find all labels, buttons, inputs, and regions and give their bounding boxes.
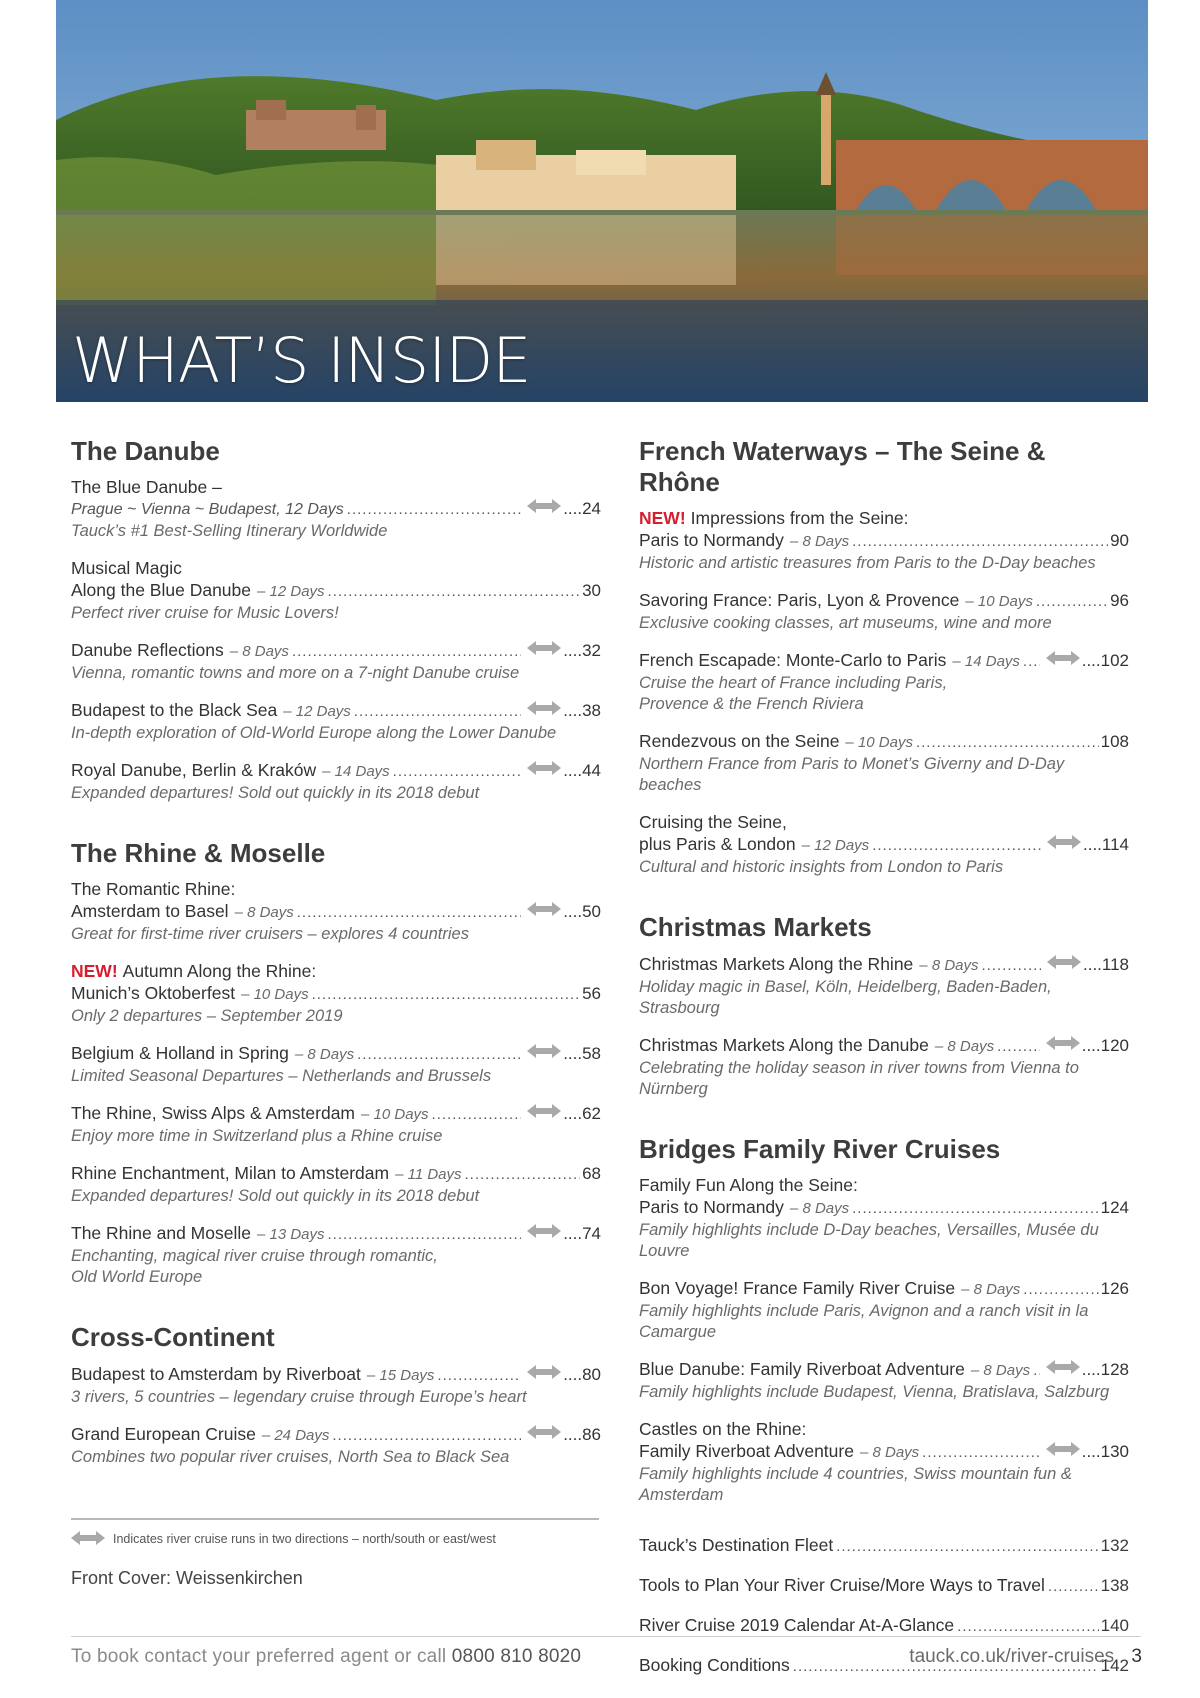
toc-entry[interactable]	[639, 649, 1129, 715]
toc-entry[interactable]	[639, 1174, 1129, 1262]
section-title: French Waterways – The Seine & Rhône	[639, 436, 1046, 498]
dot-leader	[328, 581, 581, 603]
dot-leader	[354, 701, 521, 723]
entry-description: Limited Seasonal Departures – Netherlands and Brussels	[71, 1067, 492, 1086]
two-way-arrow-icon	[527, 1365, 561, 1379]
entry-description: Vienna, romantic towns and more on a 7-night Danube cruise	[71, 664, 520, 683]
toc-section	[639, 912, 1129, 1099]
two-way-arrow-icon	[527, 1224, 561, 1238]
entry-duration: – 8 Days	[860, 1442, 919, 1464]
page-ref: 142	[1100, 1655, 1129, 1675]
entry-pre-title: The Blue Danube –	[71, 477, 222, 498]
entry-main-line	[71, 982, 601, 1006]
entry-main-line	[639, 1440, 1129, 1464]
entry-title: Paris to Normandy	[639, 530, 784, 551]
entry-duration: – 8 Days	[235, 902, 294, 924]
entry-description: Historic and artistic treasures from Paris to the D-Day beaches	[639, 554, 1096, 573]
entry-description: Family highlights include D-Day beaches, Versailles, Musée du	[639, 1220, 1099, 1239]
entry-description: Cruise the heart of France including Paris,	[639, 674, 948, 693]
entry-duration: – 11 Days	[395, 1164, 461, 1186]
entry-description: Expanded departures! Sold out quickly in its 2018 debut	[71, 1187, 480, 1206]
entry-title: Blue Danube: Family Riverboat Adventure	[639, 1358, 965, 1379]
entry-pre-title: Impressions from the Seine:	[690, 508, 909, 529]
entry-main-line	[639, 1196, 1129, 1220]
entry-main-line	[71, 1222, 601, 1246]
dot-leader	[1023, 651, 1040, 673]
toc-section	[71, 436, 601, 804]
entry-description: Only 2 departures – September 2019	[71, 1007, 343, 1026]
new-badge: NEW!	[639, 508, 686, 529]
entry-description: Exclusive cooking classes, art museums, wine and more	[639, 614, 1052, 633]
entry-title: Bon Voyage! France Family River Cruise	[639, 1277, 956, 1298]
entry-duration: – 15 Days	[367, 1365, 435, 1387]
two-way-arrow-icon	[1046, 651, 1080, 665]
dot-leader	[347, 499, 521, 521]
dot-leader	[357, 1044, 521, 1066]
entry-title: Amsterdam to Basel	[71, 901, 229, 922]
entry-description: Family highlights include Budapest, Vienna, Bratislava, Salzburg	[639, 1382, 1110, 1401]
toc-entry[interactable]	[639, 811, 1129, 878]
toc-entry[interactable]	[639, 953, 1129, 1019]
entry-duration: – 10 Days	[965, 591, 1033, 613]
entry-duration: – 8 Days	[790, 531, 849, 553]
entry-title: Savoring France: Paris, Lyon & Provence	[639, 590, 960, 611]
entry-description: Expanded departures! Sold out quickly in its 2018 debut	[71, 784, 480, 803]
entry-description: Louvre	[639, 1241, 690, 1260]
entry-duration: – 13 Days	[257, 1224, 325, 1246]
entry-main-line	[639, 589, 1129, 613]
new-badge: NEW!	[71, 961, 118, 982]
page-ref: ....24	[563, 499, 601, 519]
entry-duration: – 8 Days	[230, 641, 289, 663]
entry-description: Enjoy more time in Switzerland plus a Rhine cruise	[71, 1127, 443, 1146]
dot-leader	[1048, 1576, 1099, 1598]
page-ref: 132	[1100, 1535, 1129, 1555]
entry-title: Budapest to Amsterdam by Riverboat	[71, 1363, 361, 1384]
contact-text: To book contact your preferred agent or call	[71, 1646, 447, 1667]
extra-title: Booking Conditions	[639, 1654, 790, 1675]
entry-duration: – 8 Days	[919, 955, 978, 977]
toc-entry[interactable]	[71, 1363, 601, 1408]
entry-pre-title: Cruising the Seine,	[639, 812, 787, 833]
entry-duration: – 10 Days	[361, 1104, 429, 1126]
dot-leader	[836, 1536, 1098, 1558]
page-ref: ....102	[1081, 651, 1129, 671]
entry-main-line	[639, 529, 1129, 553]
entry-title: Family Riverboat Adventure	[639, 1440, 854, 1461]
page-ref: ....38	[563, 701, 601, 721]
page-ref: ....114	[1083, 835, 1129, 855]
entry-description: Enchanting, magical river cruise through romantic,	[71, 1247, 438, 1266]
page-ref: 108	[1100, 732, 1129, 752]
dot-leader	[328, 1224, 522, 1246]
entry-pre-line	[71, 557, 601, 579]
entry-main-line	[71, 699, 601, 723]
entry-main-line	[71, 1423, 601, 1447]
footer-url-block	[909, 1646, 1142, 1668]
section-title: The Danube	[71, 436, 220, 466]
section-title: Bridges Family River Cruises	[639, 1133, 1001, 1164]
entry-description: Family highlights include Paris, Avignon and a ranch visit in la	[639, 1301, 1089, 1320]
footer-contact	[71, 1646, 581, 1668]
page-ref: ....62	[563, 1104, 601, 1124]
page-ref: 96	[1110, 591, 1129, 611]
page-ref: 138	[1100, 1575, 1129, 1595]
entry-description: Family highlights include 4 countries, Swiss mountain fun & Amsterdam	[639, 1464, 1072, 1504]
two-way-arrow-icon	[71, 1531, 105, 1545]
two-way-arrow-icon	[527, 761, 561, 775]
dot-leader	[393, 761, 522, 783]
page-ref: 126	[1100, 1278, 1129, 1298]
entry-title: The Rhine and Moselle	[71, 1223, 251, 1244]
dot-leader	[432, 1104, 522, 1126]
entry-title: Munich’s Oktoberfest	[71, 983, 236, 1004]
entry-duration: – 12 Days	[257, 581, 325, 603]
page-ref: ....44	[563, 761, 601, 781]
two-way-arrow-icon	[527, 1104, 561, 1118]
entry-duration: – 8 Days	[935, 1036, 994, 1058]
toc-extra-item[interactable]	[639, 1534, 1129, 1558]
entry-title: Christmas Markets Along the Danube	[639, 1034, 929, 1055]
toc-entry[interactable]	[71, 1423, 601, 1468]
page-ref: ....130	[1081, 1441, 1129, 1461]
page-number: 3	[1131, 1646, 1142, 1667]
entry-pre-title: Castles on the Rhine:	[639, 1418, 807, 1439]
legend-text: Indicates river cruise runs in two directions – north/south or east/west	[113, 1532, 496, 1546]
page-ref: ....80	[563, 1364, 601, 1384]
entry-pre-line	[71, 960, 601, 982]
entry-duration: – 10 Days	[241, 984, 309, 1006]
entry-duration: – 14 Days	[952, 651, 1020, 673]
dot-leader	[1036, 591, 1108, 613]
entry-main-line	[71, 639, 601, 663]
entry-pre-title: Autumn Along the Rhine:	[122, 961, 317, 982]
dot-leader	[292, 641, 521, 663]
entry-main-line	[639, 1034, 1129, 1058]
entry-description: In-depth exploration of Old-World Europe along the Lower Danube	[71, 724, 557, 743]
page-ref: ....58	[563, 1044, 601, 1064]
entry-duration: – 12 Days	[802, 835, 870, 857]
entry-title: Rhine Enchantment, Milan to Amsterdam	[71, 1163, 390, 1184]
entry-title: Rendezvous on the Seine	[639, 731, 840, 752]
dot-leader	[982, 955, 1042, 977]
entry-main-line	[71, 498, 601, 521]
toc-extra-item[interactable]	[639, 1574, 1129, 1598]
two-way-arrow-icon	[527, 499, 561, 513]
front-cover-caption: Front Cover: Weissenkirchen	[71, 1568, 303, 1588]
footer-divider	[71, 1636, 1141, 1637]
entry-title: Danube Reflections	[71, 640, 224, 661]
entry-duration: – 8 Days	[971, 1360, 1030, 1382]
page-ref: ....32	[563, 641, 601, 661]
extra-title: Tauck’s Destination Fleet	[639, 1534, 834, 1555]
toc-entry[interactable]	[71, 1102, 601, 1147]
two-way-arrow-icon	[1047, 955, 1081, 969]
entry-description: Provence & the French Riviera	[639, 695, 864, 714]
entry-pre-title: The Romantic Rhine:	[71, 879, 236, 900]
two-way-arrow-icon	[1046, 1036, 1080, 1050]
entry-main-line	[71, 1162, 601, 1186]
entry-main-line	[71, 1102, 601, 1126]
dot-leader	[916, 732, 1099, 754]
toc-section	[639, 436, 1129, 878]
entry-main-line	[71, 900, 601, 924]
toc-entry[interactable]	[71, 960, 601, 1027]
entry-title: Along the Blue Danube	[71, 580, 251, 601]
toc-section	[71, 1322, 601, 1467]
toc-entry[interactable]	[639, 1034, 1129, 1100]
entry-duration: – 8 Days	[295, 1044, 354, 1066]
two-way-arrow-icon	[527, 1044, 561, 1058]
entry-description: Camargue	[639, 1322, 717, 1341]
two-way-arrow-icon	[1046, 1360, 1080, 1374]
toc-entry[interactable]	[71, 878, 601, 945]
toc-section	[639, 1134, 1129, 1506]
entry-main-line	[71, 759, 601, 783]
dot-leader	[957, 1616, 1098, 1638]
two-way-arrow-icon	[1047, 835, 1081, 849]
entry-pre-title: Musical Magic	[71, 558, 182, 579]
entry-description: Tauck’s #1 Best-Selling Itinerary Worldwide	[71, 522, 388, 541]
entry-pre-line	[639, 1174, 1129, 1196]
entry-description: Holiday magic in Basel, Köln, Heidelberg, Baden-Baden, Strasbourg	[639, 977, 1052, 1017]
page-title: WHAT’S INSIDE	[72, 324, 531, 397]
page-ref: ....118	[1083, 954, 1129, 974]
dot-leader	[997, 1036, 1040, 1058]
toc-entry[interactable]	[71, 1042, 601, 1087]
entry-description: 3 rivers, 5 countries – legendary cruise through Europe’s heart	[71, 1387, 527, 1406]
entry-description: Cultural and historic insights from London to Paris	[639, 858, 1004, 877]
entry-description: Old World Europe	[71, 1268, 203, 1287]
entry-pre-line	[639, 1418, 1129, 1440]
dot-leader	[872, 835, 1041, 857]
dot-leader	[297, 902, 521, 924]
entry-duration: – 8 Days	[961, 1279, 1020, 1301]
dot-leader	[332, 1425, 521, 1447]
entry-main-line	[639, 730, 1129, 754]
entry-duration: – 24 Days	[262, 1425, 330, 1447]
two-way-arrow-icon	[527, 701, 561, 715]
entry-title: Paris to Normandy	[639, 1196, 784, 1217]
entry-pre-title: Family Fun Along the Seine:	[639, 1174, 858, 1195]
page-ref: 68	[582, 1164, 601, 1184]
toc-entry[interactable]	[71, 699, 601, 744]
entry-title: Belgium & Holland in Spring	[71, 1043, 289, 1064]
page-ref: 56	[582, 984, 601, 1004]
entry-title: plus Paris & London	[639, 834, 796, 855]
entry-title: Christmas Markets Along the Rhine	[639, 953, 914, 974]
section-title: Cross-Continent	[71, 1322, 275, 1353]
toc-entry[interactable]	[639, 507, 1129, 574]
dot-leader	[312, 984, 580, 1006]
page-ref: ....128	[1081, 1359, 1129, 1379]
entry-duration: – 12 Days	[283, 701, 351, 723]
toc-entry[interactable]	[71, 557, 601, 624]
entry-main-line	[639, 649, 1129, 673]
website-link[interactable]: tauck.co.uk/river-cruises	[909, 1646, 1115, 1667]
two-way-arrow-icon	[527, 902, 561, 916]
toc-entry[interactable]	[71, 1222, 601, 1288]
toc-entry[interactable]	[639, 730, 1129, 796]
left-column	[71, 436, 601, 1502]
page-ref: ....50	[563, 902, 601, 922]
entry-description: Great for first-time river cruisers – explores 4 countries	[71, 925, 469, 944]
entry-description: Perfect river cruise for Music Lovers!	[71, 604, 339, 623]
two-way-arrow-icon	[1046, 1442, 1080, 1456]
page-ref: 124	[1100, 1197, 1129, 1217]
toc-entry[interactable]	[71, 759, 601, 804]
divider	[71, 1518, 599, 1520]
toc-entry[interactable]	[639, 589, 1129, 634]
entry-main-line	[71, 1363, 601, 1387]
dot-leader	[1033, 1360, 1040, 1382]
entry-main-line	[639, 953, 1129, 977]
toc-extra-item[interactable]	[639, 1614, 1129, 1638]
entry-main-line	[639, 1358, 1129, 1382]
dot-leader	[922, 1442, 1040, 1464]
entry-duration: – 8 Days	[790, 1198, 849, 1220]
section-title: The Rhine & Moselle	[71, 838, 326, 869]
page-ref: ....74	[563, 1224, 601, 1244]
entry-title: French Escapade: Monte-Carlo to Paris	[639, 650, 947, 671]
dot-leader	[852, 531, 1108, 553]
extra-title: Tools to Plan Your River Cruise/More Ways to Travel	[639, 1574, 1045, 1595]
right-column	[639, 436, 1129, 1694]
page-ref: 90	[1110, 531, 1129, 551]
toc-entry[interactable]	[71, 1162, 601, 1207]
entry-title: Grand European Cruise	[71, 1423, 256, 1444]
dot-leader	[1023, 1279, 1098, 1301]
legend	[71, 1532, 496, 1546]
dot-leader	[852, 1198, 1099, 1220]
dot-leader	[437, 1365, 521, 1387]
toc-entry[interactable]	[71, 639, 601, 684]
page-ref: ....86	[563, 1424, 601, 1444]
toc-entry[interactable]	[639, 1358, 1129, 1403]
entry-pre-line	[71, 476, 601, 498]
entry-main-line	[639, 833, 1129, 857]
entry-title: The Rhine, Swiss Alps & Amsterdam	[71, 1103, 355, 1124]
entry-pre-line	[639, 811, 1129, 833]
toc-entry[interactable]	[639, 1418, 1129, 1506]
section-title: Christmas Markets	[639, 912, 872, 943]
entry-subtitle: Prague ~ Vienna ~ Budapest, 12 Days	[71, 501, 344, 519]
two-way-arrow-icon	[527, 641, 561, 655]
entry-main-line	[71, 579, 601, 603]
page-ref: 30	[582, 581, 601, 601]
phone-number[interactable]: 0800 810 8020	[451, 1646, 582, 1667]
entry-pre-line	[71, 878, 601, 900]
toc-section	[71, 838, 601, 1288]
toc-entry[interactable]	[71, 476, 601, 542]
entry-main-line	[639, 1277, 1129, 1301]
entry-description: Northern France from Paris to Monet’s Giverny and D-Day beaches	[639, 755, 1065, 795]
entry-description: Combines two popular river cruises, North Sea to Black Sea	[71, 1447, 510, 1466]
entry-main-line	[71, 1042, 601, 1066]
entry-title: Budapest to the Black Sea	[71, 700, 278, 721]
dot-leader	[465, 1164, 581, 1186]
entry-title: Royal Danube, Berlin & Kraków	[71, 760, 317, 781]
two-way-arrow-icon	[527, 1425, 561, 1439]
entry-duration: – 10 Days	[845, 732, 913, 754]
entry-description: Celebrating the holiday season in river towns from Vienna to Nürnberg	[639, 1058, 1079, 1098]
page-ref: ....120	[1081, 1035, 1129, 1055]
entry-duration: – 14 Days	[322, 761, 390, 783]
page-ref: 140	[1100, 1615, 1129, 1635]
hero-image	[56, 0, 1148, 402]
extra-title: River Cruise 2019 Calendar At-A-Glance	[639, 1614, 955, 1635]
toc-entry[interactable]	[639, 1277, 1129, 1343]
entry-pre-line	[639, 507, 1129, 529]
